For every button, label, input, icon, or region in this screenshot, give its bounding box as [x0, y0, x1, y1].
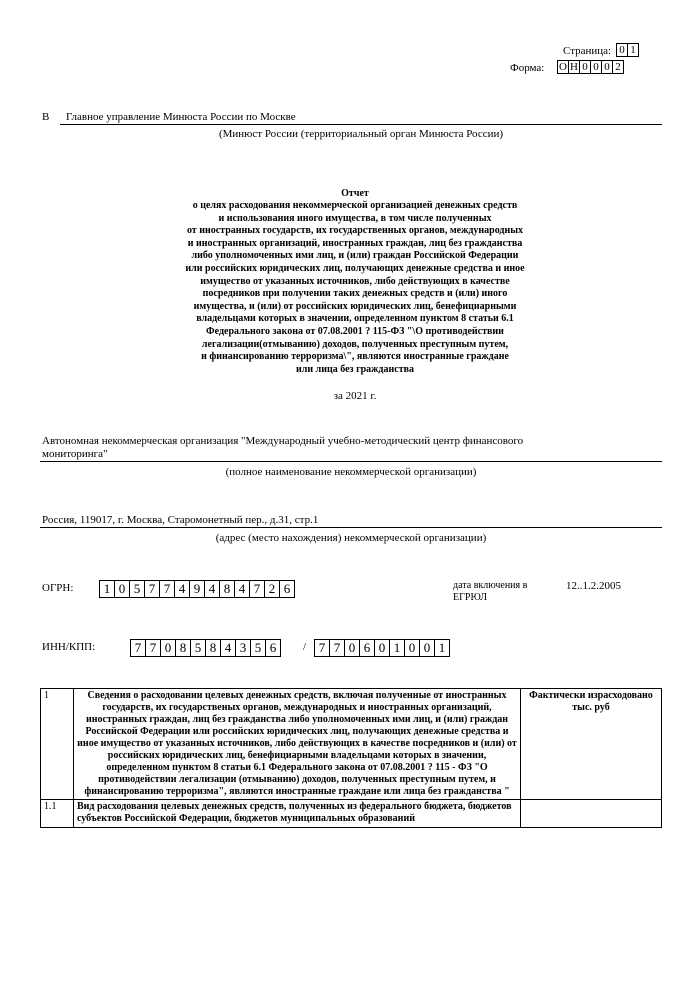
recipient-caption: (Минюст России (территориальный орган Минюста России)	[218, 128, 504, 140]
char-cell: 4	[204, 580, 220, 598]
org-name-line1: Автономная некоммерческая организация "Международный учебно-методический центр финансового	[42, 435, 524, 447]
char-cell: 2	[264, 580, 280, 598]
char-cell: 0	[579, 60, 591, 74]
char-cell: 7	[329, 639, 345, 657]
org-address-caption: (адрес (место нахождения) некоммерческой организации)	[215, 532, 487, 544]
report-body-line: владельцами которых в значении, определенном пунктом 8 статьи 6.1	[196, 313, 514, 325]
recipient-underline	[60, 124, 662, 125]
char-cell: 5	[190, 639, 206, 657]
report-body-line: посредников при получении таких денежных средств и (или) иного	[202, 288, 508, 300]
recipient-prefix: В	[42, 111, 50, 123]
amount-cell[interactable]	[521, 800, 662, 828]
char-cell: 2	[612, 60, 624, 74]
row-number: 1.1	[41, 800, 74, 828]
table-row	[41, 800, 662, 828]
row-description: Вид расходования целевых денежных средств, полученных из федерального бюджета, бюджетов субъектов Российской Федерации, бюджетов муниципальных образований	[74, 800, 521, 828]
char-cell: 5	[129, 580, 145, 598]
egrul-label-line2: ЕГРЮЛ	[453, 592, 488, 603]
char-cell: 7	[144, 580, 160, 598]
char-cell: 7	[145, 639, 161, 657]
report-body-line: Федерального закона от 07.08.2001 ? 115-ФЗ "\О противодействии	[206, 325, 504, 337]
org-name-underline	[40, 461, 662, 462]
report-body	[120, 200, 590, 376]
report-period: за 2021 г.	[333, 390, 377, 402]
row-description: Сведения о расходовании целевых денежных средств, включая полученные от иностранных государств, их государственых органов, международных и иностранных организаций, иностранных граждан, лиц без гражданства либо уполномоченных ими лиц, и (или) граждан Российской Федерации или российских юридических лиц, получающих денежные средства и иное имущество от указанных источников, либо действующих в качестве посредников и (или) от российских юридических лиц, бенефициарными владельцами которых в значении, определенном пунктом 8 статьи 6.1 Федерального закона от 07.08.2001 ? 115 - ФЗ "О противодействии легализации (отмыванию) доходов, полученных преступным путем, и финансированию терроризма", являются иностранные граждане или лица без гражданства "	[74, 689, 521, 800]
org-name-line2: мониторинга"	[42, 448, 108, 460]
expenditure-table	[40, 688, 662, 828]
org-address-underline	[40, 527, 662, 528]
char-cell: 7	[130, 639, 146, 657]
page-label: Страница:	[563, 45, 612, 57]
recipient-name: Главное управление Минюста России по Москве	[66, 111, 296, 123]
char-cell: 0	[114, 580, 130, 598]
char-cell: 4	[220, 639, 236, 657]
char-cell: 0	[601, 60, 613, 74]
amount-header: Фактически израсходовано тыс. руб	[521, 689, 662, 800]
char-cell: Н	[568, 60, 580, 74]
ogrn-cells	[100, 580, 295, 598]
report-body-line: легализации(отмыванию) доходов, полученных преступным путем,	[201, 338, 509, 350]
char-cell: О	[557, 60, 569, 74]
inn-kpp-label: ИНН/КПП:	[42, 641, 96, 653]
char-cell: 0	[616, 43, 628, 57]
char-cell: 0	[590, 60, 602, 74]
report-body-line: о целях расходования некоммерческой организацией денежных средств	[192, 200, 518, 211]
report-body-line: либо уполномоченных ими лиц, и (или) граждан Российской Федерации	[191, 250, 519, 262]
row-number: 1	[41, 689, 74, 800]
form-code-cells	[558, 60, 624, 74]
report-body-line: или лица без гражданства	[295, 363, 415, 375]
char-cell: 8	[219, 580, 235, 598]
char-cell: 0	[374, 639, 390, 657]
char-cell: 7	[249, 580, 265, 598]
report-body-line: и финансированию терроризма\", являются иностранные граждане	[201, 351, 509, 363]
char-cell: 0	[344, 639, 360, 657]
inn-cells	[131, 639, 281, 657]
char-cell: 3	[235, 639, 251, 657]
char-cell: 8	[175, 639, 191, 657]
egrul-date: 12..1.2.2005	[566, 580, 621, 592]
org-name-caption: (полное наименование некоммерческой организации)	[225, 466, 477, 478]
form-label: Форма:	[510, 62, 545, 74]
char-cell: 1	[389, 639, 405, 657]
page-number-cells	[617, 43, 639, 57]
char-cell: 4	[174, 580, 190, 598]
char-cell: 0	[404, 639, 420, 657]
char-cell: 1	[99, 580, 115, 598]
report-body-line: или российских юридических лиц, получающих денежные средства и иное	[185, 262, 525, 274]
char-cell: 6	[359, 639, 375, 657]
char-cell: 6	[279, 580, 295, 598]
char-cell: 0	[160, 639, 176, 657]
org-address: Россия, 119017, г. Москва, Старомонетный пер., д.31, стр.1	[42, 514, 319, 526]
char-cell: 0	[419, 639, 435, 657]
ogrn-label: ОГРН:	[42, 582, 74, 594]
kpp-cells	[315, 639, 450, 657]
inn-kpp-separator: /	[303, 641, 307, 653]
char-cell: 4	[234, 580, 250, 598]
report-body-line: имущества, и (или) от российских юридических лиц, бенефициарными	[193, 300, 517, 312]
char-cell: 1	[434, 639, 450, 657]
report-body-line: и иностранных организаций, иностранных граждан, лиц без гражданства	[187, 237, 523, 249]
report-title: Отчет	[341, 188, 369, 199]
char-cell: 1	[627, 43, 639, 57]
char-cell: 9	[189, 580, 205, 598]
egrul-label-line1: дата включения в	[453, 580, 528, 591]
char-cell: 7	[314, 639, 330, 657]
table-row	[41, 689, 662, 800]
report-body-line: и использования иного имущества, в том числе полученных	[218, 212, 492, 224]
report-body-line: от иностранных государств, их государственных органов, международных	[186, 225, 524, 237]
char-cell: 6	[265, 639, 281, 657]
char-cell: 7	[159, 580, 175, 598]
char-cell: 5	[250, 639, 266, 657]
report-body-line: имущество от указанных источников, либо действующих в качестве	[200, 275, 510, 287]
char-cell: 8	[205, 639, 221, 657]
